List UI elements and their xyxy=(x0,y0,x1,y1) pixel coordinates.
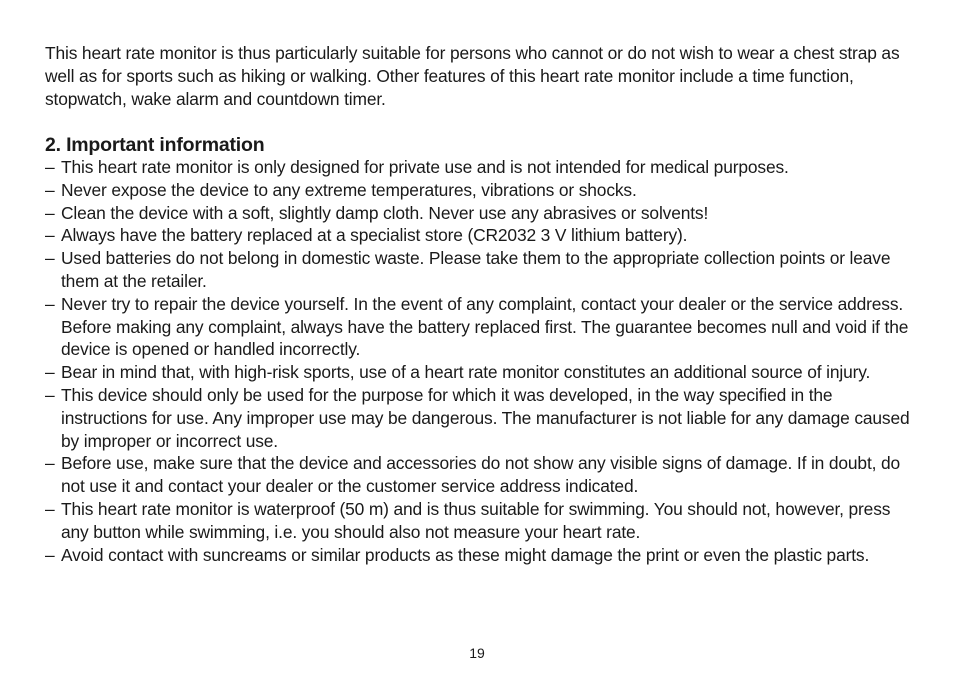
list-item xyxy=(45,361,915,384)
page-number: 19 xyxy=(469,645,485,661)
list-item-text: This heart rate monitor is waterproof (50 m) and is thus suitable for swimming. You should not, however, press any button while swimming, i.e. you should also not measure your heart rate. xyxy=(61,498,891,542)
intro-paragraph: This heart rate monitor is thus particularly suitable for persons who cannot or do not wish to wear a chest strap as well as for sports such as hiking or walking. Other features of this heart rate monitor include a time function, stopwatch, wake alarm and countdown timer. xyxy=(45,43,900,109)
list-item-text: Used batteries do not belong in domestic waste. Please take them to the appropriate collection points or leave them at the retailer. xyxy=(61,248,891,291)
list-item xyxy=(45,224,915,247)
list-item-text: This heart rate monitor is only designed for private use and is not intended for medical purposes. xyxy=(61,157,789,177)
list-item-text: Never try to repair the device yourself. In the event of any complaint, contact your dealer or the service address. Before making any complaint, always have the battery replaced first. The guarantee becomes null and void if the device is opened or handled incorrectly. xyxy=(61,293,909,360)
bullet-dash: – xyxy=(45,453,55,474)
list-item-text: Never expose the device to any extreme temperatures, vibrations or shocks. xyxy=(61,179,637,200)
bullet-dash: – xyxy=(45,362,55,383)
list-item-text: Bear in mind that, with high-risk sports, use of a heart rate monitor constitutes an additional source of injury. xyxy=(61,362,871,383)
important-information-list xyxy=(45,156,915,566)
list-item xyxy=(45,384,915,452)
list-item-text: This device should only be used for the purpose for which it was developed, in the way specified in the instructions for use. Any improper use may be dangerous. The manufacturer is not liable for any damage caused by improper or incorrect use. xyxy=(61,384,910,451)
list-item xyxy=(45,247,915,293)
bullet-dash: – xyxy=(45,544,55,565)
bullet-dash: – xyxy=(45,248,55,269)
list-item xyxy=(45,293,915,361)
bullet-dash: – xyxy=(45,498,55,519)
bullet-dash: – xyxy=(45,225,55,246)
list-item xyxy=(45,202,915,225)
bullet-dash: – xyxy=(45,179,55,200)
list-item-text: Before use, make sure that the device and accessories do not show any visible signs of damage. If in doubt, do not use it and contact your dealer or the customer service address indicated. xyxy=(61,453,901,497)
list-item xyxy=(45,544,915,567)
list-item xyxy=(45,156,915,179)
list-item-text: Always have the battery replaced at a specialist store (CR2032 3 V lithium battery). xyxy=(61,225,688,246)
list-item xyxy=(45,179,915,202)
list-item-text: Avoid contact with suncreams or similar products as these might damage the print or even the plastic parts. xyxy=(61,544,870,565)
bullet-dash: – xyxy=(45,384,55,405)
list-item-text: Clean the device with a soft, slightly damp cloth. Never use any abrasives or solvents! xyxy=(61,202,709,223)
bullet-dash: – xyxy=(45,202,55,223)
bullet-dash: – xyxy=(45,157,55,177)
section-heading: 2. Important information xyxy=(45,134,265,156)
list-item xyxy=(45,498,915,544)
bullet-dash: – xyxy=(45,293,55,314)
list-item xyxy=(45,452,915,498)
